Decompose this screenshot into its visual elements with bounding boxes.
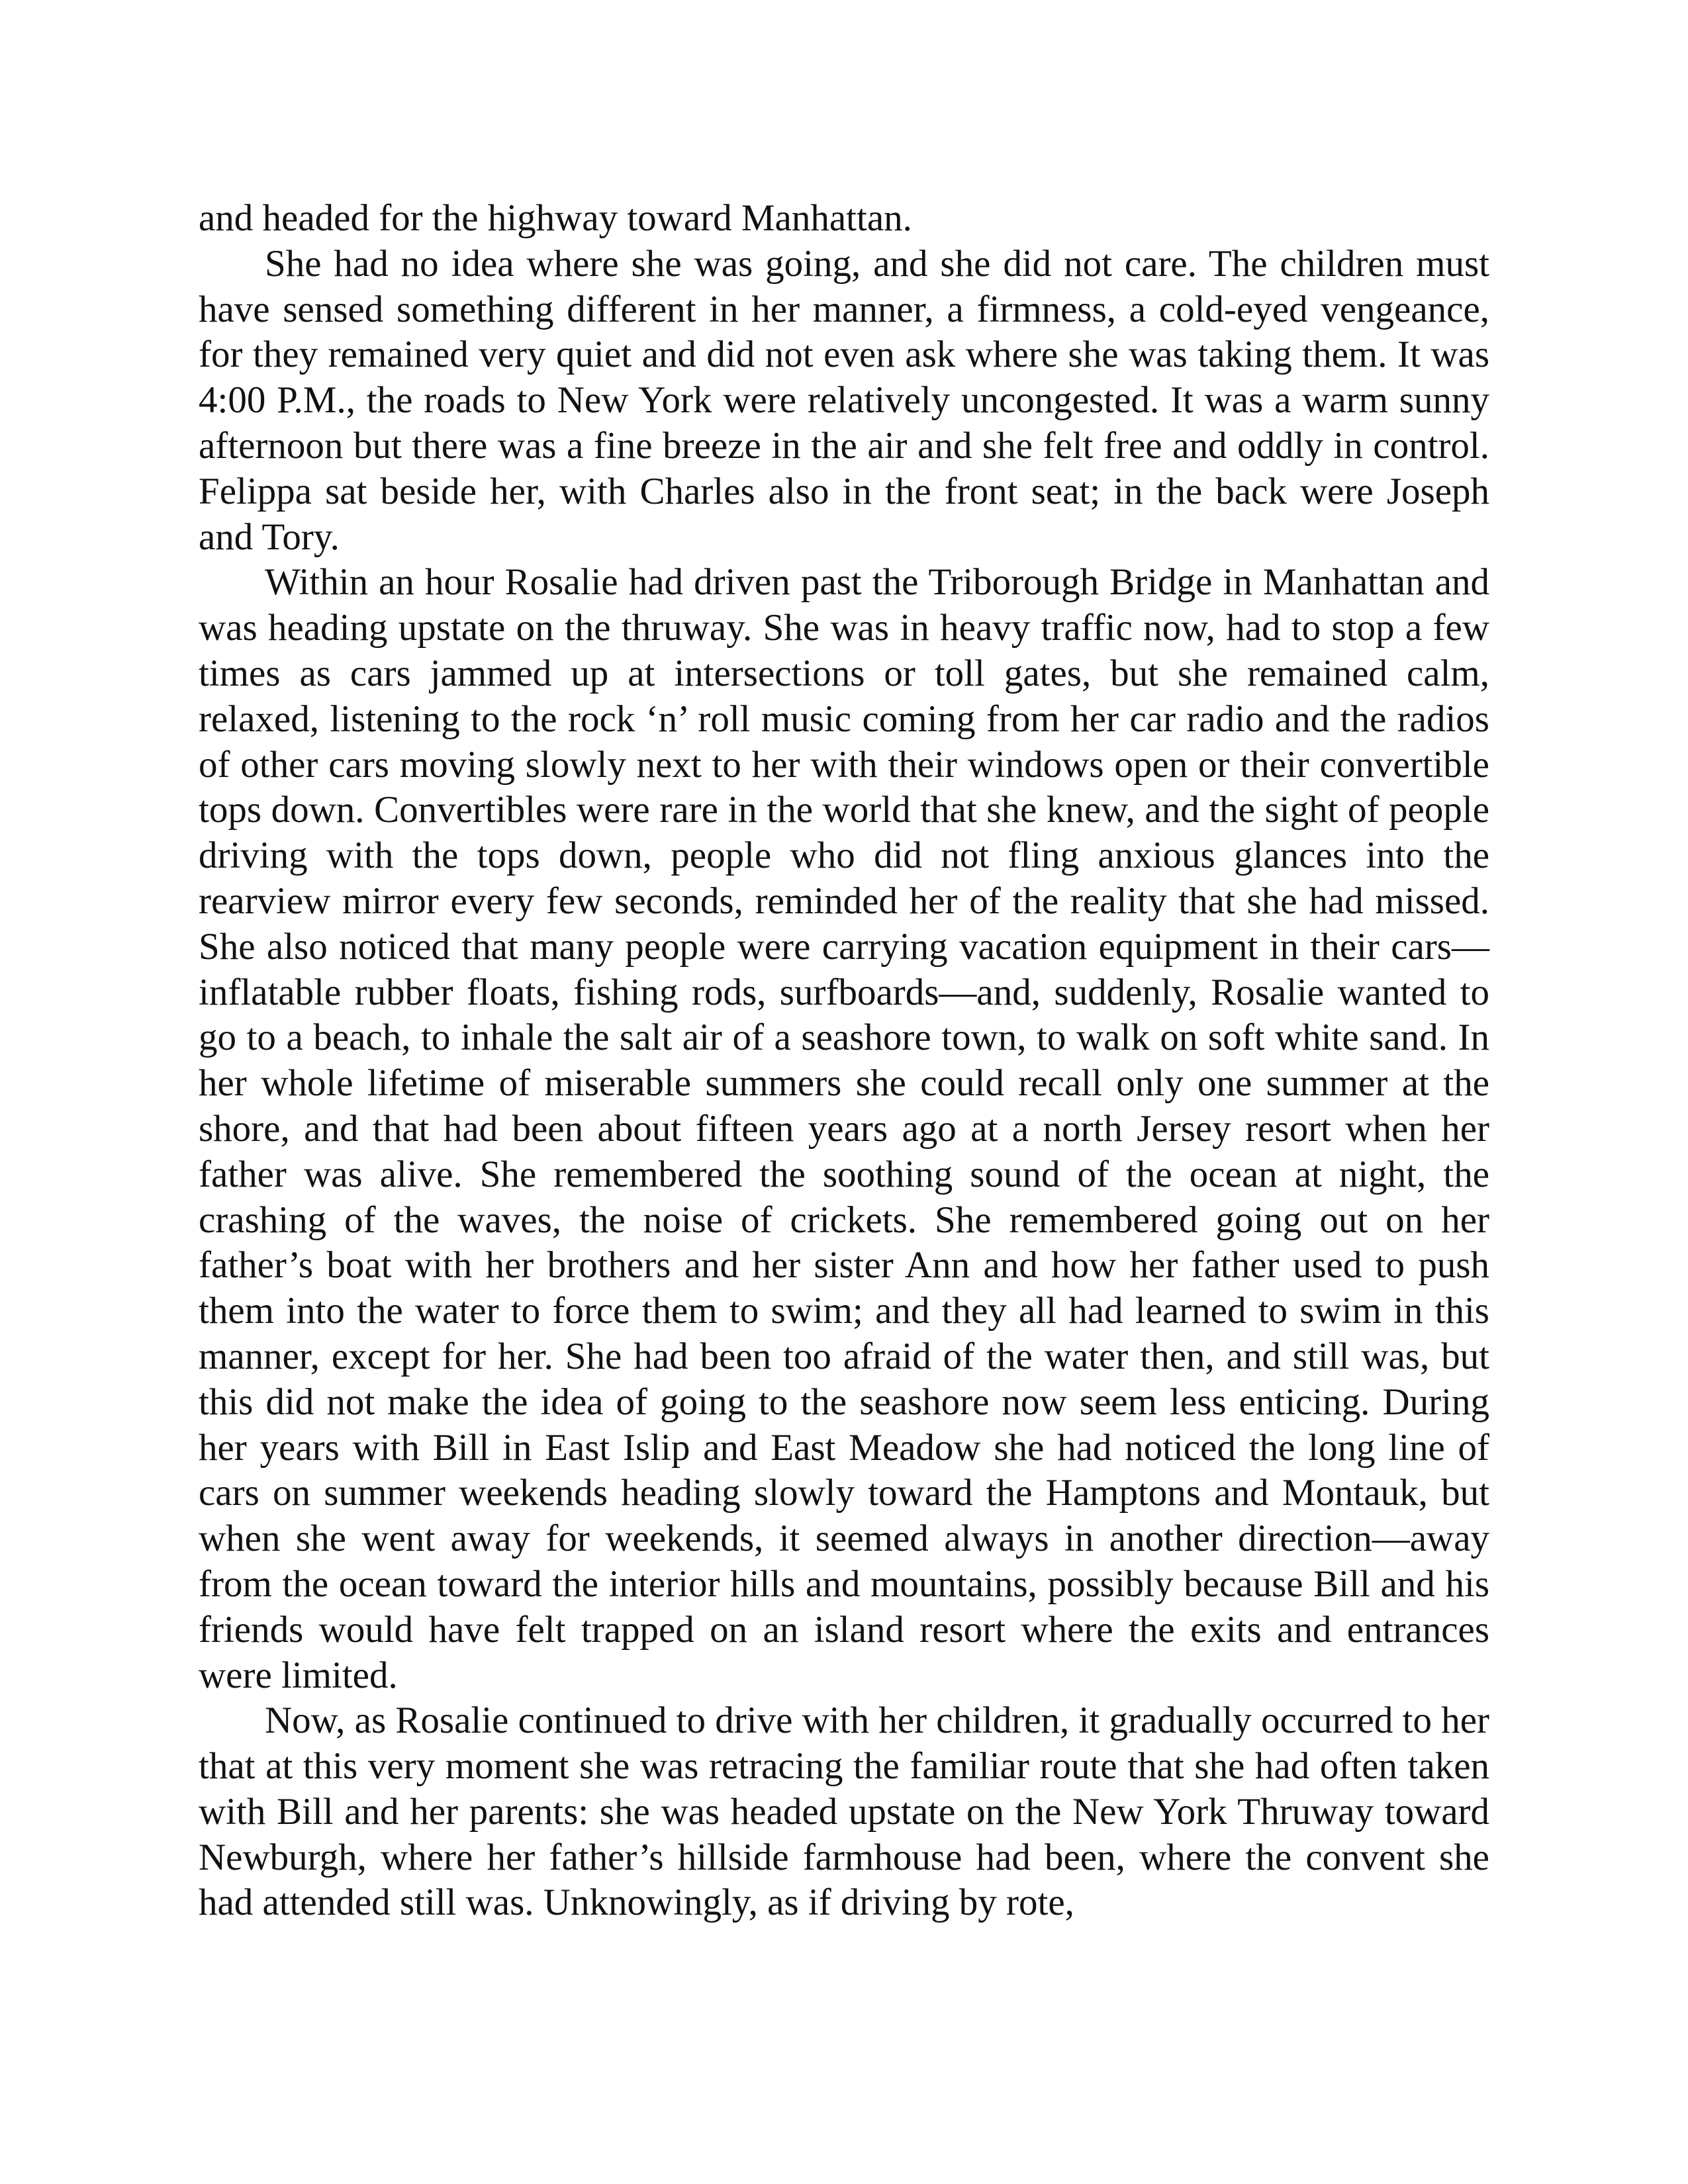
page-body (199, 196, 1489, 1926)
paragraph-continued: and headed for the highway toward Manhattan. (199, 197, 912, 239)
paragraph: Within an hour Rosalie had driven past the Triborough Bridge in Manhattan and was heading upstate on the thruway. She was in heavy traffic now, had to stop a few times as cars jammed up at intersections or toll gates, but she remained calm, relaxed, listening to the rock ‘n’ roll music coming from her car radio and the radios of other cars moving slowly next to her with their windows open or their convertible tops down. Convertibles were rare in the world that she knew, and the sight of people driving with the tops down, people who did not fling anxious glances into the rearview mirror every few seconds, reminded her of the reality that she had missed. She also noticed that many people were carrying vacation equipment in their cars—inflatable rubber floats, fishing rods, surfboards—and, suddenly, Rosalie wanted to go to a beach, to inhale the salt air of a seashore town, to walk on soft white sand. In her whole lifetime of miserable summers she could recall only one summer at the shore, and that had been about fifteen years ago at a north Jersey resort when her father was alive. She remembered the soothing sound of the ocean at night, the crashing of the waves, the noise of crickets. She remembered going out on her father’s boat with her brothers and her sister Ann and how her father used to push them into the water to force them to swim; and they all had learned to swim in this manner, except for her. She had been too afraid of the water then, and still was, but this did not make the idea of going to the seashore now seem less enticing. During her years with Bill in East Islip and East Meadow she had noticed the long line of cars on summer weekends heading slowly toward the Hamptons and Montauk, but when she went away for weekends, it seemed always in another direction—away from the ocean toward the interior hills and mountains, possibly because Bill and his friends would have felt trapped on an island resort where the exits and entrances were limited. (199, 561, 1489, 1696)
paragraph: Now, as Rosalie continued to drive with her children, it gradually occurred to her that at this very moment she was retracing the familiar route that she had often taken with Bill and her parents: she was headed upstate on the New York Thruway toward Newburgh, where her father’s hillside farmhouse had been, where the convent she had attended still was. Unknowingly, as if driving by rote, (199, 1700, 1489, 1924)
paragraph: She had no idea where she was going, and she did not care. The children must have sensed something different in her manner, a firmness, a cold-eyed vengeance, for they remained very quiet and did not even ask where she was taking them. It was 4:00 P.M., the roads to New York were relatively uncongested. It was a warm sunny afternoon but there was a fine breeze in the air and she felt free and oddly in control. Felippa sat beside her, with Charles also in the front seat; in the back were Joseph and Tory. (199, 242, 1489, 558)
